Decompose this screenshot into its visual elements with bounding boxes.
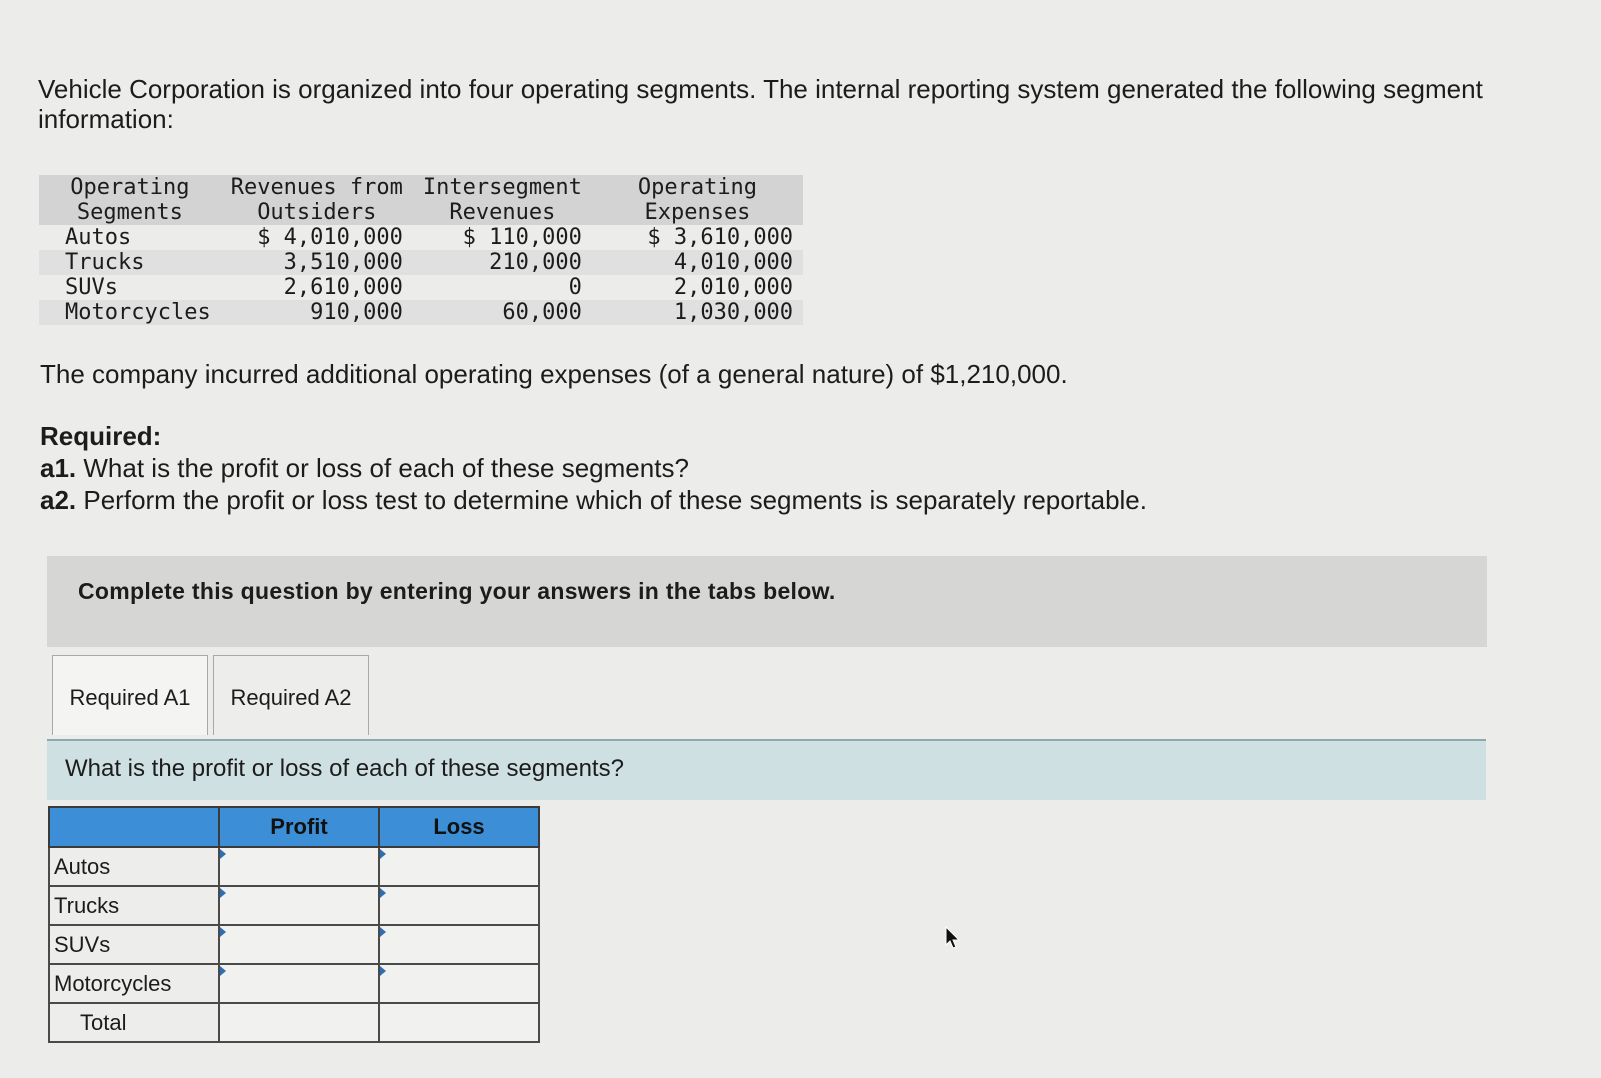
revenue-outsiders: $ 4,010,000 bbox=[221, 225, 413, 250]
tab-required-a1[interactable]: Required A1 bbox=[52, 655, 208, 735]
motorcycles-profit-input[interactable] bbox=[219, 964, 379, 1003]
intersegment-revenue: 0 bbox=[413, 275, 592, 300]
requirement-a2: a2. Perform the profit or loss test to determine which of these segments is separately reportable. bbox=[40, 485, 1147, 515]
motorcycles-loss-input[interactable] bbox=[379, 964, 539, 1003]
answer-header-blank bbox=[49, 807, 219, 847]
autos-loss-input[interactable] bbox=[379, 847, 539, 886]
input-marker-icon bbox=[380, 966, 386, 976]
instructions-banner: Complete this question by entering your answers in the tabs below. bbox=[47, 556, 1487, 647]
table-row bbox=[39, 300, 803, 325]
tab-required-a2[interactable]: Required A2 bbox=[213, 655, 369, 735]
revenue-outsiders: 910,000 bbox=[221, 300, 413, 325]
operating-expense: 1,030,000 bbox=[592, 300, 803, 325]
revenue-outsiders: 2,610,000 bbox=[221, 275, 413, 300]
intersegment-revenue: $ 110,000 bbox=[413, 225, 592, 250]
segment-name: SUVs bbox=[39, 275, 221, 300]
operating-expense: 4,010,000 bbox=[592, 250, 803, 275]
pointer-cursor-icon bbox=[944, 926, 962, 950]
answer-row-label-total: Total bbox=[49, 1003, 219, 1042]
input-marker-icon bbox=[220, 849, 226, 859]
input-marker-icon bbox=[220, 927, 226, 937]
header-intersegment-revenues: Intersegment Revenues bbox=[413, 175, 592, 225]
answer-row-label: SUVs bbox=[49, 925, 219, 964]
required-section bbox=[40, 420, 1147, 516]
input-marker-icon bbox=[380, 888, 386, 898]
segment-name: Trucks bbox=[39, 250, 221, 275]
total-profit-input[interactable] bbox=[219, 1003, 379, 1042]
trucks-profit-input[interactable] bbox=[219, 886, 379, 925]
table-row bbox=[49, 1003, 539, 1042]
intersegment-revenue: 210,000 bbox=[413, 250, 592, 275]
table-row bbox=[39, 275, 803, 300]
revenue-outsiders: 3,510,000 bbox=[221, 250, 413, 275]
suvs-loss-input[interactable] bbox=[379, 925, 539, 964]
suvs-profit-input[interactable] bbox=[219, 925, 379, 964]
question-prompt: What is the profit or loss of each of these segments? bbox=[47, 739, 1486, 800]
autos-profit-input[interactable] bbox=[219, 847, 379, 886]
header-operating-expenses: Operating Expenses bbox=[592, 175, 803, 225]
table-row bbox=[39, 250, 803, 275]
segment-name: Autos bbox=[39, 225, 221, 250]
header-operating-segments: Operating Segments bbox=[39, 175, 221, 225]
additional-expenses-text: The company incurred additional operating expenses (of a general nature) of $1,210,000. bbox=[40, 359, 1068, 389]
operating-expense: 2,010,000 bbox=[592, 275, 803, 300]
table-row bbox=[49, 964, 539, 1003]
table-row bbox=[49, 925, 539, 964]
answer-row-label: Autos bbox=[49, 847, 219, 886]
operating-expense: $ 3,610,000 bbox=[592, 225, 803, 250]
input-marker-icon bbox=[380, 927, 386, 937]
intersegment-revenue: 60,000 bbox=[413, 300, 592, 325]
answer-row-label: Motorcycles bbox=[49, 964, 219, 1003]
answer-table bbox=[48, 806, 540, 1043]
answer-header-loss: Loss bbox=[379, 807, 539, 847]
answer-row-label: Trucks bbox=[49, 886, 219, 925]
input-marker-icon bbox=[220, 888, 226, 898]
table-row bbox=[39, 225, 803, 250]
input-marker-icon bbox=[220, 966, 226, 976]
answer-header-profit: Profit bbox=[219, 807, 379, 847]
required-heading: Required: bbox=[40, 421, 162, 451]
table-row bbox=[49, 886, 539, 925]
segment-name: Motorcycles bbox=[39, 300, 221, 325]
header-revenues-outsiders: Revenues from Outsiders bbox=[221, 175, 413, 225]
trucks-loss-input[interactable] bbox=[379, 886, 539, 925]
segment-info-table bbox=[39, 175, 803, 325]
requirement-a1: a1. What is the profit or loss of each of these segments? bbox=[40, 453, 689, 483]
input-marker-icon bbox=[380, 849, 386, 859]
intro-text: Vehicle Corporation is organized into four operating segments. The internal reporting system generated the following segment information: bbox=[38, 74, 1483, 134]
table-row bbox=[49, 847, 539, 886]
total-loss-input[interactable] bbox=[379, 1003, 539, 1042]
